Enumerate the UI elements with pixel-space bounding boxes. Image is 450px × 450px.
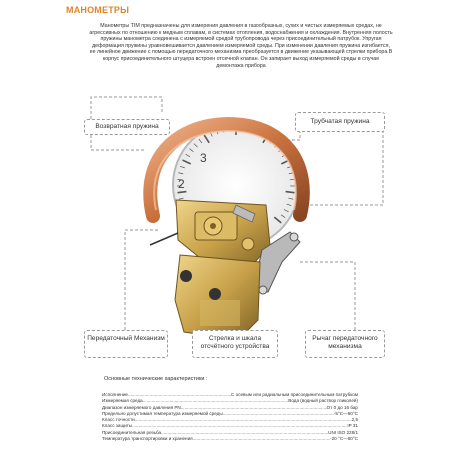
callout-line-tube-spring-2 — [310, 120, 383, 205]
socket-screw-2 — [209, 288, 221, 300]
dial-number-3: 3 — [200, 151, 207, 165]
specs-table — [102, 392, 358, 442]
spec-label: Присоединительная резьба — [102, 429, 162, 435]
callout-line-lever — [300, 262, 355, 330]
spec-row — [102, 436, 358, 442]
specs-heading: Основные технические характеристики : — [104, 376, 208, 382]
lever-pin — [290, 233, 298, 241]
spec-value: IP 31 — [347, 423, 358, 429]
socket-screw-1 — [180, 270, 192, 282]
callout-line-return-spring — [91, 97, 162, 119]
pointer-needle — [150, 233, 178, 245]
spec-label: Измеряемая среда — [102, 398, 143, 404]
spec-label: Температура транспортировки и хранения — [102, 436, 193, 442]
spec-label: Предельно допустимая температура измеряемой среды — [102, 410, 223, 416]
lever-screw — [259, 286, 267, 294]
gauge-socket — [175, 255, 260, 340]
spec-value: UNI ISO 228/1 — [328, 429, 358, 435]
spec-value: 2,5 — [351, 417, 358, 423]
spec-label: Исполнение — [102, 392, 128, 397]
callout-pointer-scale: Стрелка и шкала отсчётного устройства — [192, 330, 278, 358]
spec-value: С осевым или радиальным присоединительным патрубком — [231, 392, 358, 397]
callout-tube-spring: Трубчатая пружина — [295, 112, 385, 132]
gear-sector — [242, 238, 254, 250]
callout-transmission: Передаточный Механизм — [84, 330, 168, 358]
spec-value: -5°C—60°C — [333, 410, 358, 416]
callout-line-transmission — [125, 230, 160, 330]
spec-label: Класс точности — [102, 417, 135, 423]
spec-value: -20 °C—60°C — [330, 436, 358, 442]
callout-return-spring: Возвратная пружина — [84, 119, 170, 135]
spec-label: Диапазон измеряемого давления PN — [102, 404, 181, 410]
intro-paragraph: Манометры TIM предназначены для измерения давления в газообразных, сухих и чистых измеряемых средах, не агрессивных по отношению к медным сплавам, в системах отопления, водоснабжения и охлаждения. Внутренняя полость пружины манометра соединена с измеряемой средой трубопровода через присоединительный патрубок. Упругая деформация пружины уравновешивается давлением измеряемой среды. При изменении давления пружина изгибается, ее линейное движение с помощью передаточного механизма преобразуется в движение указывающей стрелки прибора.В корпус присоединительного штуцера встроен отсечной клапан. Он запирает выход измеряемой среды в случае демонтажа прибора — [89, 23, 393, 69]
callout-line-return-spring-2 — [91, 135, 145, 150]
callout-lever: Рычаг передаточного механизма — [305, 330, 385, 358]
page-title: МАНОМЕТРЫ — [66, 5, 130, 15]
spec-value: От 0 до 16 бар — [326, 404, 358, 410]
dial-number-2: 2 — [178, 177, 185, 191]
spec-value: Вода (водный раствор гликолей) — [288, 398, 358, 404]
spec-label: Класс защиты — [102, 423, 133, 429]
